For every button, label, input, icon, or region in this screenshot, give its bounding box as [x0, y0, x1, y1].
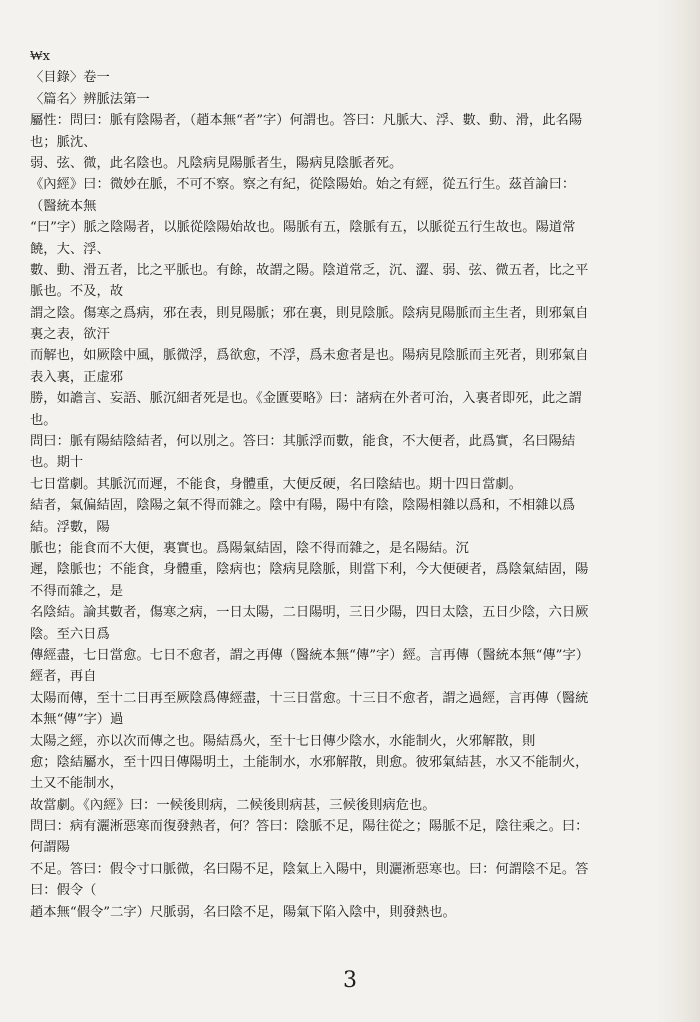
text-line: 故當劇。《內經》曰：一候後則病，二候後則病甚，三候後則病危也。: [30, 797, 436, 813]
text-line: “曰”字）脈之陰陽者，以脈從陰陽始故也。陽脈有五，陰脈有五，以脈從五行生故也。陽道常: [30, 220, 576, 236]
text-line: 不得而雜之，是: [30, 583, 124, 599]
facing-page-margin: [656, 0, 700, 1022]
text-line: 愈；陰結屬水，至十四日傳陽明土，土能制水，水邪解散，則愈。彼邪氣結甚，水又不能制火，: [30, 754, 589, 770]
text-line: 遲，陰脈也；不能食，身體重，陰病也；陰病見陰脈，則當下利，今大便硬者，爲陰氣結固，陽: [30, 562, 589, 578]
text-line: 經者，再自: [30, 669, 97, 685]
document-body: [30, 46, 615, 923]
text-line: 何謂陽: [30, 840, 70, 856]
text-line: 弱、弦、微，此名陰也。凡陰病見陽脈者生，陽病見陰脈者死。: [30, 155, 403, 171]
text-line: （醫統本無: [30, 198, 97, 214]
page-number: 3: [343, 968, 357, 993]
text-line: 問曰：病有灑淅惡寒而復發熱者，何？答曰：陰脈不足，陽往從之；陽脈不足，陰往乘之。曰：: [30, 819, 589, 835]
text-line: 結者，氣偏結固，陰陽之氣不得而雜之。陰中有陽，陽中有陰，陰陽相雜以爲和，不相雜以爲: [30, 498, 576, 514]
text-line: 太陽之經，亦以次而傳之也。陽結爲火，至十七日傳少陰水，水能制火，火邪解散，則: [30, 733, 536, 749]
text-line: 傳經盡，七日當愈。七日不愈者，謂之再傳（醫統本無“傳”字）經。言再傳（醫統本無“傳”字）: [30, 647, 590, 663]
text-line: 謂之陰。傷寒之爲病，邪在表，則見陽脈；邪在裏，則見陰脈。陰病見陽脈而主生者，則邪氣自: [30, 305, 589, 321]
text-line: 趙本無“假令”二字）尺脈弱，名曰陰不足，陽氣下陷入陰中，則發熱也。: [30, 904, 456, 920]
text-line: 〈目錄〉卷一: [30, 70, 110, 86]
text-line: 也；脈沈、: [30, 134, 97, 150]
text-line: 裏之表，欲汗: [30, 327, 110, 343]
text-line: 七日當劇。其脈沉而遲，不能食，身體重，大便反硬，名曰陰結也。期十四日當劇。: [30, 476, 522, 492]
text-line: 結。浮數，陽: [30, 519, 110, 535]
text-line: 也。期十: [30, 455, 84, 471]
text-line: 太陽而傳，至十二日再至厥陰爲傳經盡，十三日當愈。十三日不愈者，謂之過經，言再傳（醫統: [30, 690, 589, 706]
text-line: 而解也，如厥陰中風，脈微浮，爲欲愈，不浮，爲未愈者是也。陽病見陰脈而主死者，則邪氣自: [30, 348, 589, 364]
text-line: 屬性：問曰：脈有陰陽者，（趙本無“者”字）何謂也。答曰：凡脈大、浮、數、動、滑，此名陽: [30, 113, 583, 129]
text-line: 土又不能制水，: [30, 776, 124, 792]
text-line: 不足。答曰：假令寸口脈微，名曰陽不足，陰氣上入陽中，則灑淅惡寒也。曰：何謂陰不足。答: [30, 861, 589, 877]
text-line: 表入裏，正虚邪: [30, 369, 124, 385]
text-line: 曰：假令（: [30, 883, 97, 899]
text-line: 也。: [30, 412, 57, 428]
text-line: 數、動、滑五者，比之平脈也。有餘，故謂之陽。陰道常乏，沉、澀、弱、弦、微五者，比之平: [30, 262, 589, 278]
text-line: 脈也。不及，故: [30, 284, 124, 300]
text-line: 陰。至六日爲: [30, 626, 110, 642]
text-line: 名陰結。論其數者，傷寒之病，一日太陽，二日陽明，三日少陽，四日太陰，五日少陰，六日厥: [30, 605, 589, 621]
text-line: 問曰：脈有陽結陰結者，何以別之。答曰：其脈浮而數，能食，不大便者，此爲實，名曰陽結: [30, 434, 576, 450]
text-line: 本無“傳”字）過: [30, 712, 124, 728]
text-line: 〈篇名〉辨脈法第一: [30, 91, 150, 107]
text-line: 勝，如譫言、妄語、脈沉細者死是也。《金匱要略》曰：諸病在外者可治，入裏者即死，此之謂: [30, 391, 582, 407]
text-line: 饒，大、浮、: [30, 241, 110, 257]
text-line: ₩x: [30, 49, 51, 64]
text-line: 《內經》曰：微妙在脈，不可不察。察之有紀，從陰陽始。始之有經，從五行生。茲首論曰：: [30, 177, 576, 193]
text-line: 脈也；能食而不大便，裏實也。爲陽氣結固，陰不得而雜之，是名陽結。沉: [30, 540, 469, 556]
